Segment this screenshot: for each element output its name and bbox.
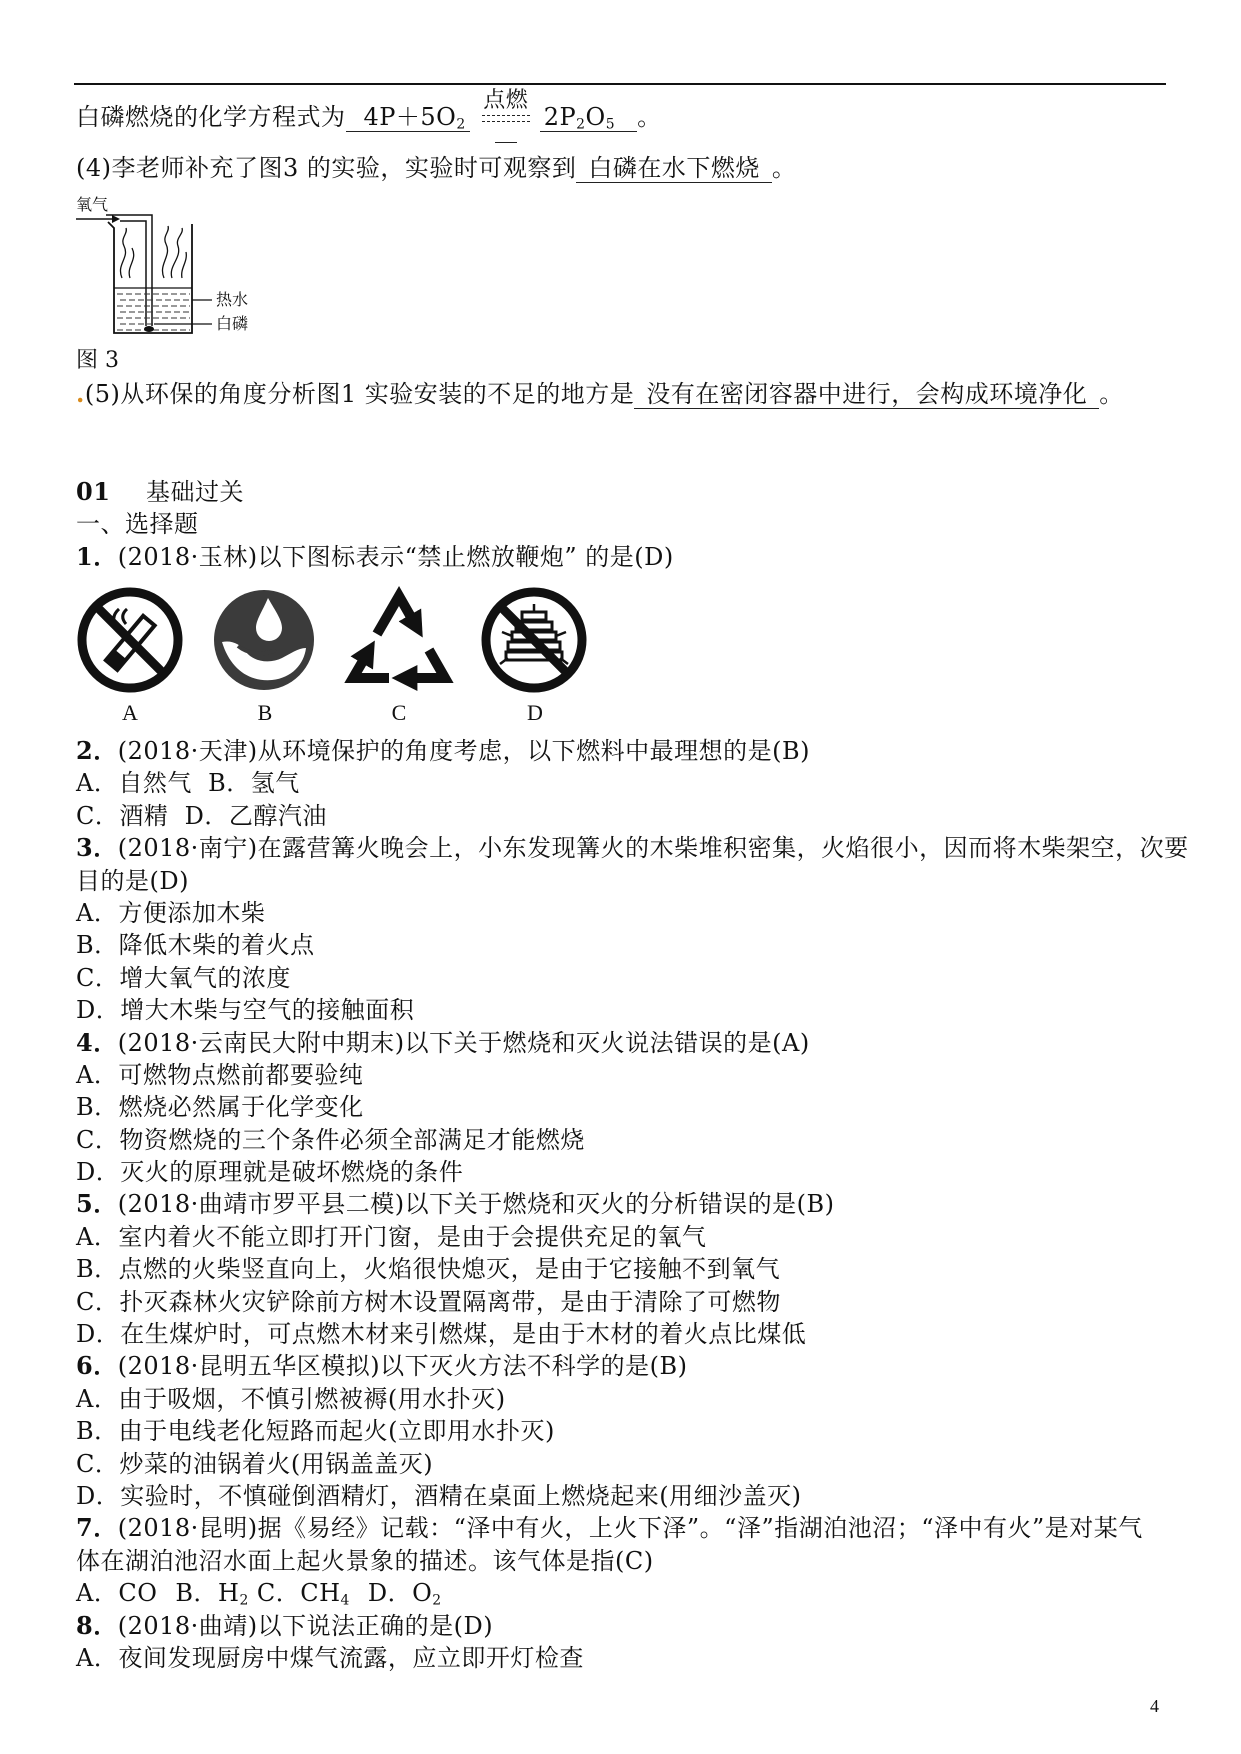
- question-4-option: B．燃烧必然属于化学变化: [76, 1093, 364, 1122]
- section-type: 一、选择题: [76, 510, 199, 539]
- reactants-blank: [346, 103, 470, 132]
- part-5-answer: 没有在密闭容器中进行，会构成环境净化: [634, 380, 1099, 409]
- beaker: [108, 222, 192, 333]
- question-number: 1．: [76, 541, 118, 571]
- choice-formula: CH: [300, 1579, 341, 1608]
- question-2-text: (2018·天津)从环境保护的角度考虑，以下燃料中最理想的是(B): [117, 737, 810, 765]
- question-4-option: D．灭火的原理就是破坏燃烧的条件: [76, 1158, 464, 1187]
- section-heading-block: [76, 476, 1216, 573]
- header-rule: [74, 83, 1166, 85]
- question-3-stem-continued: 目的是(D): [76, 866, 189, 895]
- part-4-answer: 白磷在水下燃烧: [576, 154, 772, 183]
- part-4-prefix: (4)李老师补充了图3 的实验，实验时可观察到: [76, 154, 577, 182]
- part-5-prefix: (5)从环保的角度分析图1 实验安装的不足的地方是: [84, 380, 635, 408]
- question-number: 5．: [76, 1189, 118, 1219]
- part-5-marker: .: [76, 379, 85, 408]
- question-6-option: B．由于电线老化短路而起火(立即用水扑灭): [76, 1417, 555, 1446]
- figure-3-caption: 图 3: [76, 348, 119, 373]
- question-1-text: (2018·玉林)以下图标表示“禁止燃放鞭炮” 的是(D): [117, 542, 674, 571]
- part-5-line: [76, 378, 1124, 410]
- water-saving-icon: [208, 584, 320, 696]
- part-5-suffix: 。: [1099, 380, 1124, 408]
- choice-label: C．: [256, 1579, 301, 1608]
- equation-line: [76, 88, 662, 133]
- oxygen-arrow-head: [112, 215, 120, 223]
- equation-prefix: 白磷燃烧的化学方程式为: [76, 103, 346, 131]
- question-number: 6．: [76, 1351, 118, 1381]
- icon-label-c: C: [391, 700, 407, 725]
- reactants: 4P＋5O: [363, 103, 457, 131]
- question-2-option-row: C．酒精 D．乙醇汽油: [76, 801, 327, 830]
- product-p-subscript: 2: [576, 116, 586, 133]
- flame-icon: [120, 226, 186, 278]
- question-6-stem: [76, 1350, 1216, 1382]
- question-5-option: B．点燃的火柴竖直向上，火焰很快熄灭，是由于它接触不到氧气: [76, 1255, 781, 1284]
- choice-label: B．: [175, 1579, 219, 1608]
- equals-underline: [495, 142, 517, 143]
- question-7-options: [76, 1577, 1216, 1609]
- question-8-text: (2018·曲靖)以下说法正确的是(D): [117, 1611, 494, 1640]
- choice-label: A．: [76, 1579, 119, 1608]
- choice-label: D．: [367, 1579, 413, 1608]
- no-fireworks-icon: [478, 584, 590, 696]
- question-2-stem: [76, 735, 1216, 767]
- no-smoking-icon: [74, 584, 186, 696]
- question-5-stem: [76, 1188, 1216, 1220]
- question-3-stem: [76, 832, 1216, 864]
- hot-water-label: 热水: [216, 290, 249, 309]
- questions-block: [76, 735, 1216, 1674]
- question-8-option: A．夜间发现厨房中煤气流露，应立即开灯检查: [76, 1643, 584, 1672]
- equals-sign: [482, 115, 530, 122]
- product-o: O: [585, 103, 606, 131]
- question-3-option: C．增大氧气的浓度: [76, 963, 291, 992]
- question-7-stem: [76, 1512, 1216, 1544]
- product-o-subscript: 5: [605, 116, 616, 133]
- question-5-option: A．室内着火不能立即打开门窗，是由于会提供充足的氧气: [76, 1222, 707, 1251]
- question-number: 7．: [76, 1513, 118, 1543]
- icon-label-a: A: [122, 700, 138, 725]
- product-blank: [540, 103, 637, 132]
- question-number: 8．: [76, 1610, 118, 1640]
- question-4-text: (2018·云南民大附中期末)以下关于燃烧和灭火说法错误的是(A): [117, 1028, 810, 1057]
- choice-formula: O: [412, 1579, 433, 1608]
- question-4-option: C．物资燃烧的三个条件必须全部满足才能燃烧: [76, 1125, 585, 1154]
- reactants-subscript: 2: [456, 116, 466, 133]
- question-4-option: A．可燃物点燃前都要验纯: [76, 1060, 364, 1089]
- question-3-option: A．方便添加木柴: [76, 898, 266, 927]
- page-number: 4: [1150, 1696, 1159, 1716]
- icon-label-b: B: [257, 700, 273, 725]
- question-number: 4．: [76, 1027, 118, 1057]
- figure-3-beaker-diagram: [60, 186, 260, 346]
- icon-label-d: D: [527, 700, 543, 725]
- question-1-stem: [76, 541, 1216, 573]
- white-phosphorus-label: 白磷: [216, 314, 249, 333]
- choice-subscript: 2: [239, 1592, 249, 1609]
- question-8-stem: [76, 1610, 1216, 1642]
- white-phosphorus-lump: [144, 326, 154, 332]
- question-3-option: B．降低木柴的着火点: [76, 931, 315, 960]
- part-4-line: [76, 152, 796, 184]
- question-2-option-row: A．自然气 B．氢气: [76, 769, 300, 798]
- question-5-option: D．在生煤炉时，可点燃木材来引燃煤，是由于木材的着火点比煤低: [76, 1320, 807, 1349]
- question-6-option: D．实验时，不慎碰倒酒精灯，酒精在桌面上燃烧起来(用细沙盖灭): [76, 1481, 802, 1510]
- question-4-stem: [76, 1027, 1216, 1059]
- oxygen-label: 氧气: [76, 195, 109, 214]
- question-5-option: C．扑灭森林火灾铲除前方树木设置隔离带，是由于清除了可燃物: [76, 1287, 781, 1316]
- question-6-option: A．由于吸烟，不慎引燃被褥(用水扑灭): [76, 1384, 506, 1413]
- product-p: 2P: [543, 103, 577, 131]
- recycling-icon: [343, 584, 455, 696]
- section-number: 01: [76, 477, 111, 506]
- question-number: 2．: [76, 736, 118, 765]
- equation-suffix: 。: [637, 103, 662, 131]
- question-7-text: (2018·昆明)据《易经》记载：“泽中有火，上火下泽”。“泽”指湖泊池沼；“泽中有火”是对某气: [117, 1514, 1143, 1543]
- question-number: 3．: [76, 833, 118, 863]
- question-3-option: D．增大木柴与空气的接触面积: [76, 996, 415, 1025]
- question-5-text: (2018·曲靖市罗平县二模)以下关于燃烧和灭火的分析错误的是(B): [117, 1190, 835, 1219]
- section-title: 基础过关: [146, 478, 244, 506]
- choice-subscript: 2: [432, 1592, 442, 1609]
- question-3-text: (2018·南宁)在露营篝火晚会上，小东发现篝火的木柴堆积密集，火焰很小，因而将木柴架空，次要: [117, 834, 1189, 863]
- condition-label: 点燃: [483, 88, 529, 113]
- question-6-text: (2018·昆明五华区模拟)以下灭火方法不科学的是(B): [117, 1352, 688, 1381]
- question-6-option: C．炒菜的油锅着火(用锅盖盖灭): [76, 1449, 434, 1478]
- section-title-row: [76, 476, 1216, 508]
- part-4-suffix: 。: [771, 154, 797, 182]
- choice-subscript: 4: [340, 1592, 350, 1609]
- choice-formula: CO: [118, 1579, 158, 1608]
- question-7-stem-continued: 体在湖泊池沼水面上起火景象的描述。该气体是指(C): [76, 1546, 654, 1575]
- reaction-condition: [480, 88, 532, 133]
- choice-formula: H: [218, 1579, 240, 1608]
